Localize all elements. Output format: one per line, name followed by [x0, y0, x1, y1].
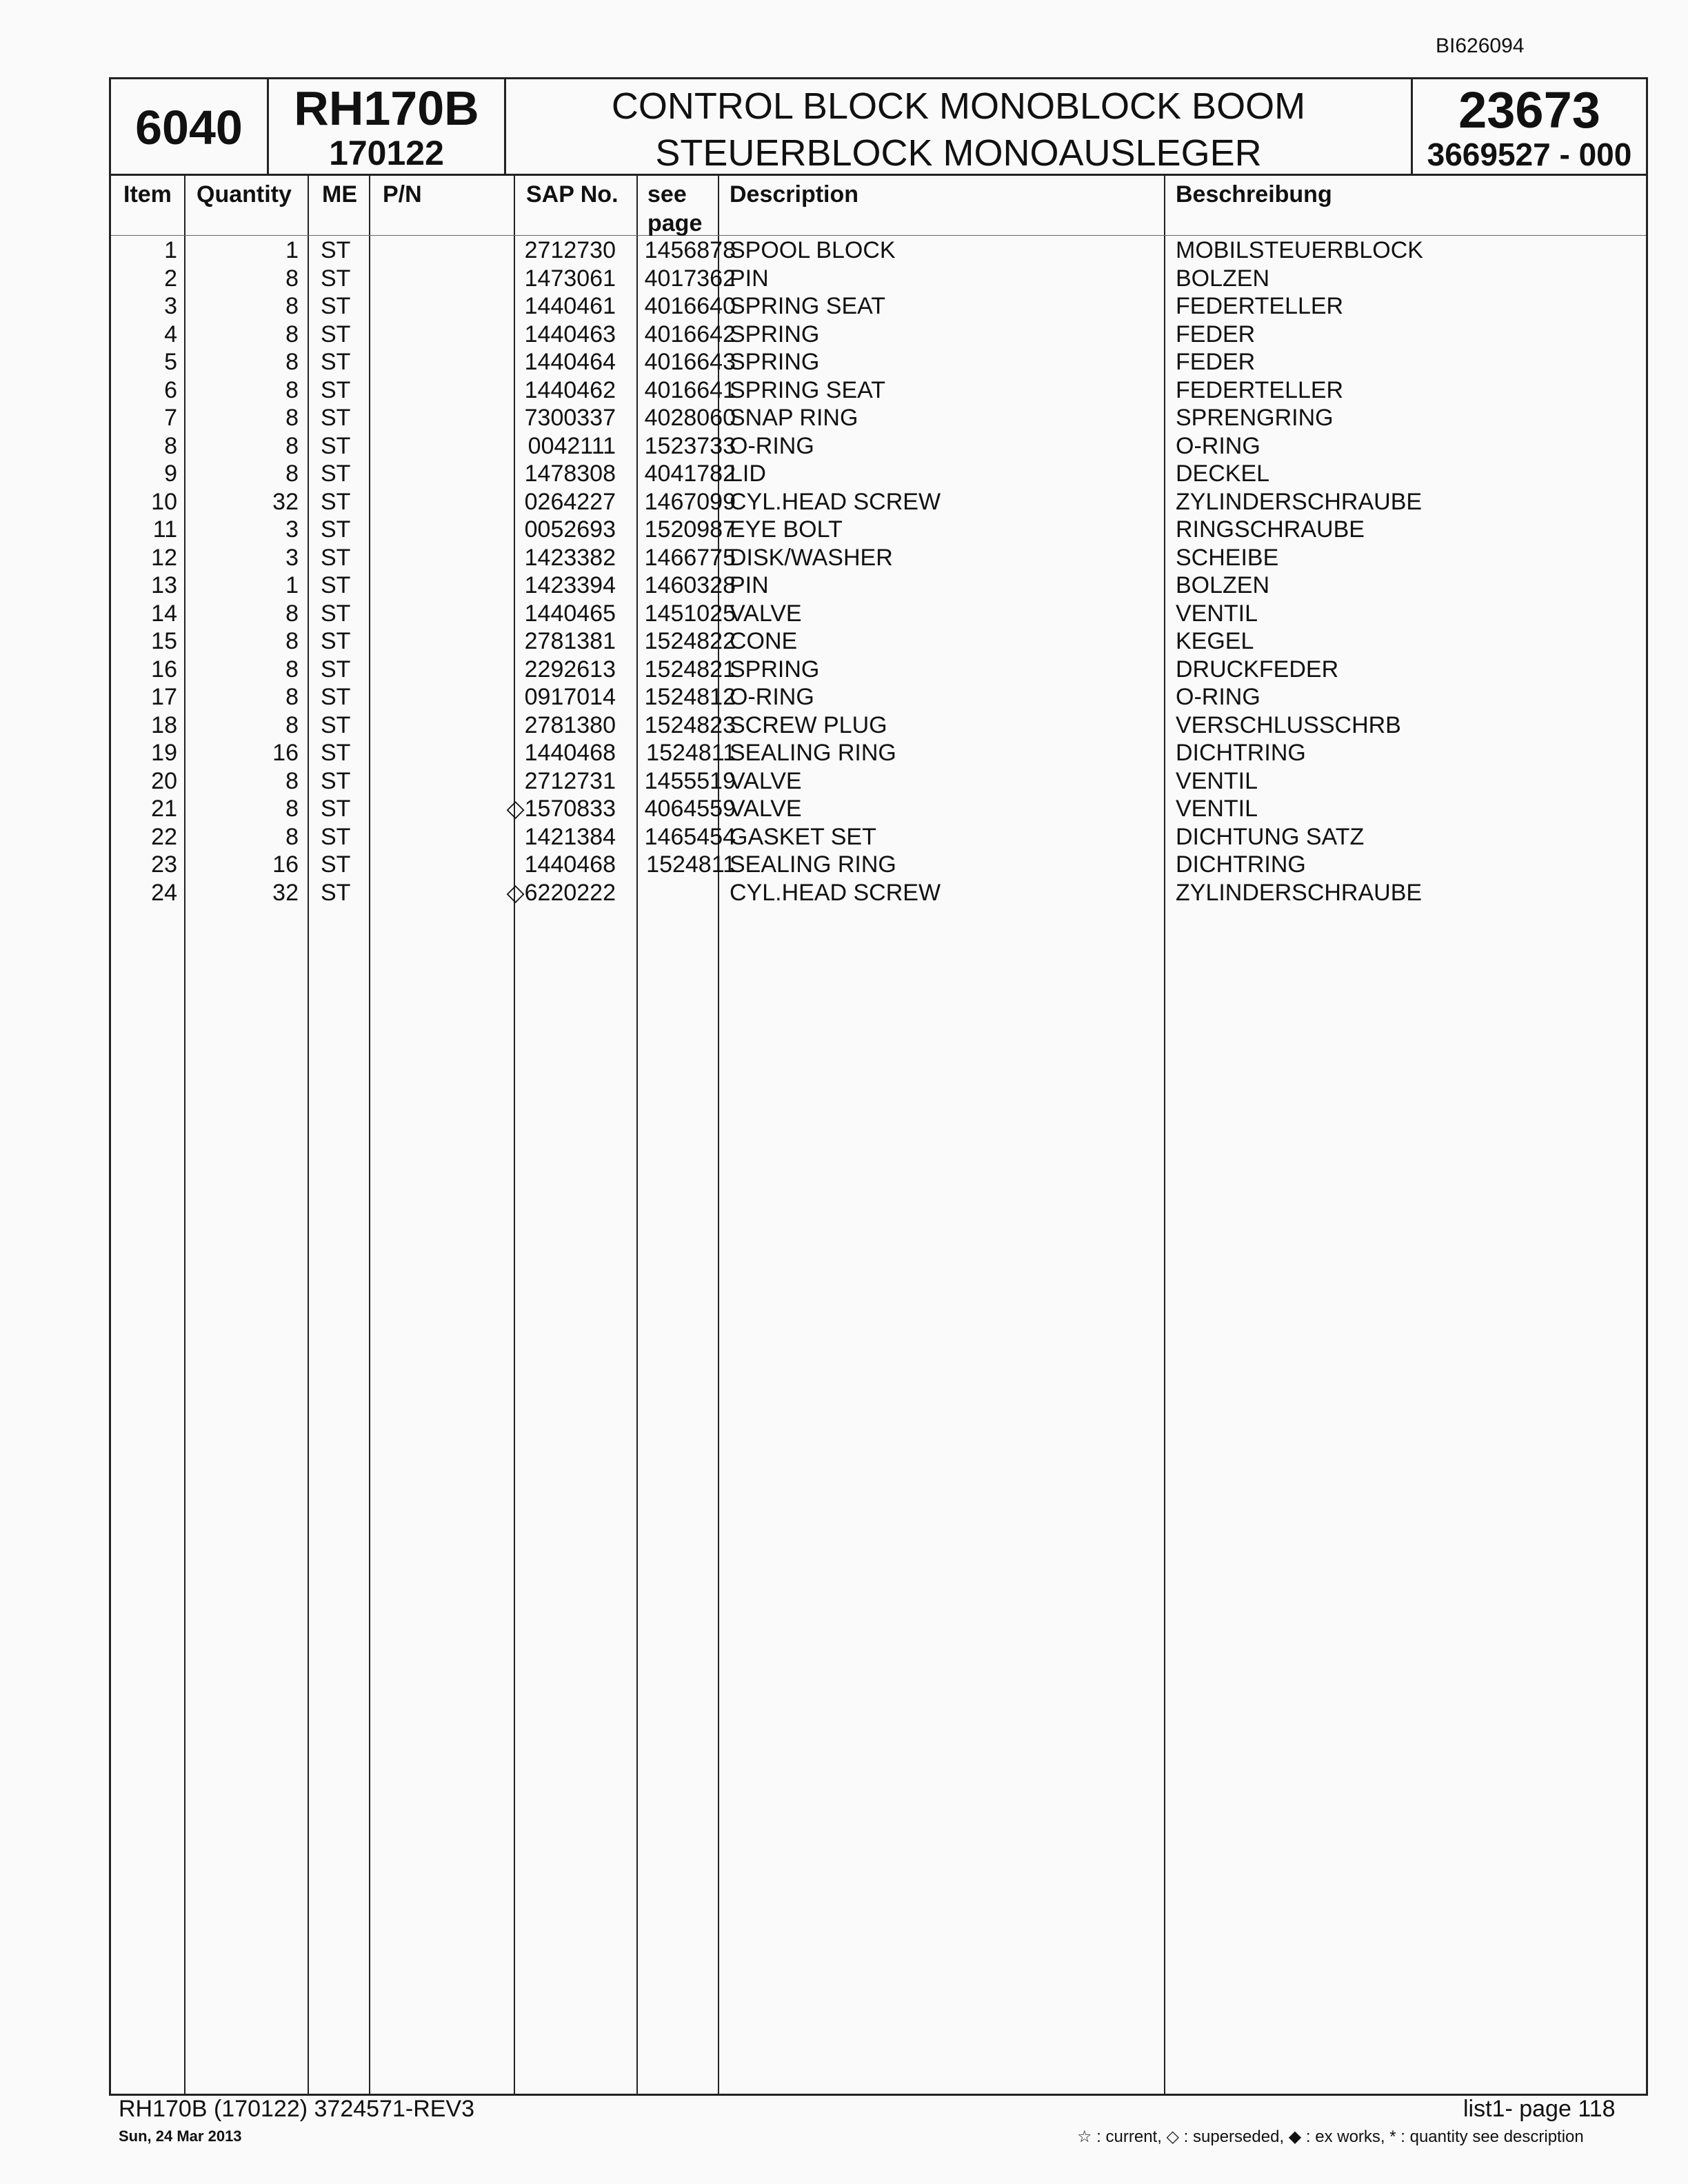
cell-quantity: 8: [285, 265, 299, 292]
cell-description: VALVE: [730, 600, 802, 627]
cell-beschreibung: KEGEL: [1176, 628, 1254, 654]
cell-me: ST: [321, 711, 351, 738]
cell-sap-number: 1460328: [644, 572, 736, 598]
cell-me: ST: [321, 600, 351, 627]
cell-beschreibung: DECKEL: [1176, 461, 1270, 487]
parts-list-table: [109, 77, 1648, 2096]
cell-me: ST: [321, 321, 351, 347]
cell-item: 4: [164, 321, 177, 347]
cell-quantity: 8: [285, 656, 299, 682]
cell-part-number: 7300337: [524, 405, 616, 431]
cell-item: 5: [164, 349, 177, 375]
model-cell: [269, 79, 506, 176]
cell-description: VALVE: [730, 767, 802, 794]
cell-beschreibung: VENTIL: [1176, 796, 1258, 822]
cell-sap-number: 4017362: [644, 265, 736, 292]
cell-part-number: 2292613: [524, 656, 616, 682]
cell-description: LID: [730, 461, 766, 487]
cell-quantity: 8: [285, 684, 299, 710]
cell-sap-number: 1524823: [644, 711, 736, 738]
cell-beschreibung: DICHTUNG SATZ: [1176, 823, 1365, 850]
cell-beschreibung: O-RING: [1176, 684, 1260, 710]
cell-description: SPOOL BLOCK: [730, 237, 896, 263]
table-row: [111, 236, 1646, 265]
footer-legend: ☆ : current, ◇ : superseded, ◆ : ex works, * : quantity see description: [1077, 2127, 1584, 2146]
document-id: BI626094: [1436, 34, 1525, 57]
cell-sap-number: 4016643: [644, 349, 736, 375]
cell-quantity: 8: [285, 376, 299, 403]
col-header-page: page: [647, 210, 703, 236]
cell-description: SEALING RING: [730, 851, 896, 878]
cell-description: SPRING SEAT: [730, 376, 886, 403]
cell-quantity: 8: [285, 600, 299, 627]
table-row: [111, 879, 1646, 907]
cell-description: CONE: [730, 628, 798, 654]
cell-description: PIN: [730, 265, 769, 292]
cell-description: PIN: [730, 572, 769, 598]
cell-me: ST: [321, 879, 351, 906]
cell-item: 17: [151, 684, 177, 710]
table-row: [111, 795, 1646, 823]
cell-part-number: 1473061: [524, 265, 616, 292]
cell-part-number: 1440461: [524, 293, 616, 319]
cell-beschreibung: MOBILSTEUERBLOCK: [1176, 237, 1423, 263]
cell-sap-number: 1456878: [644, 237, 736, 263]
cell-description: SCREW PLUG: [730, 711, 887, 738]
cell-part-number: 2781381: [524, 628, 616, 654]
cell-beschreibung: DICHTRING: [1176, 740, 1306, 766]
cell-beschreibung: ZYLINDERSCHRAUBE: [1176, 488, 1423, 515]
cell-beschreibung: VENTIL: [1176, 767, 1258, 794]
cell-quantity: 8: [285, 349, 299, 375]
cell-item: 8: [164, 432, 177, 459]
table-row: [111, 572, 1646, 600]
cell-quantity: 8: [285, 293, 299, 319]
cell-sap-number: 1455519: [644, 767, 736, 794]
cell-me: ST: [321, 851, 351, 878]
cell-sap-number: 1524811: [646, 740, 736, 766]
cell-part-number: 1423394: [524, 572, 616, 598]
col-header-sap: SAP No.: [526, 181, 619, 208]
table-row: [111, 683, 1646, 711]
col-header-see: see: [647, 181, 687, 208]
section-number: 6040: [135, 101, 243, 154]
table-row: [111, 292, 1646, 321]
cell-beschreibung: FEDER: [1176, 321, 1256, 347]
cell-sap-number: 1451025: [644, 600, 736, 627]
footer-date: Sun, 24 Mar 2013: [119, 2127, 242, 2145]
cell-item: 2: [164, 265, 177, 292]
cell-me: ST: [321, 349, 351, 375]
cell-item: 21: [151, 796, 177, 822]
cell-sap-number: 1524812: [644, 684, 736, 710]
cell-sap-number: 4016642: [644, 321, 736, 347]
model-name: RH170B: [294, 81, 479, 135]
col-header-item: Item: [123, 181, 172, 208]
cell-quantity: 16: [272, 740, 299, 766]
table-row: [111, 376, 1646, 405]
table-row: [111, 544, 1646, 572]
cell-sap-number: 4016640: [644, 293, 736, 319]
cell-quantity: 32: [272, 879, 299, 906]
cell-me: ST: [321, 684, 351, 710]
title-cell: [506, 79, 1413, 176]
cell-part-number: 2712730: [524, 237, 616, 263]
col-header-me: ME: [322, 181, 357, 208]
cell-me: ST: [321, 656, 351, 682]
footer-document-ref: RH170B (170122) 3724571-REV3: [119, 2096, 475, 2122]
cell-sap-number: 4064559: [644, 796, 736, 822]
cell-item: 22: [151, 823, 177, 850]
cell-me: ST: [321, 516, 351, 543]
cell-part-number: 0052693: [524, 516, 616, 543]
cell-quantity: 8: [285, 321, 299, 347]
cell-beschreibung: VERSCHLUSSCHRB: [1176, 711, 1401, 738]
col-header-description: Description: [730, 181, 859, 208]
table-row: [111, 823, 1646, 851]
cell-description: SPRING: [730, 321, 820, 347]
cell-sap-number: 4016641: [644, 376, 736, 403]
cell-quantity: 32: [272, 488, 299, 515]
cell-description: SPRING SEAT: [730, 293, 886, 319]
group-number: 23673: [1458, 81, 1600, 139]
cell-quantity: 3: [285, 516, 299, 543]
cell-item: 20: [151, 767, 177, 794]
cell-part-number: 1440468: [524, 851, 616, 878]
cell-sap-number: 1524822: [644, 628, 736, 654]
cell-quantity: 8: [285, 461, 299, 487]
cell-description: GASKET SET: [730, 823, 876, 850]
cell-item: 24: [151, 879, 177, 906]
cell-item: 13: [151, 572, 177, 598]
cell-me: ST: [321, 796, 351, 822]
cell-beschreibung: FEDERTELLER: [1176, 376, 1344, 403]
cell-sap-number: 1466775: [644, 544, 736, 571]
table-row: [111, 711, 1646, 740]
cell-me: ST: [321, 544, 351, 571]
cell-me: ST: [321, 823, 351, 850]
cell-beschreibung: FEDER: [1176, 349, 1256, 375]
cell-part-number: 0042111: [528, 432, 616, 459]
cell-quantity: 8: [285, 767, 299, 794]
cell-quantity: 8: [285, 711, 299, 738]
title-german: STEUERBLOCK MONOAUSLEGER: [655, 132, 1262, 174]
cell-sap-number: 4028060: [644, 405, 736, 431]
cell-sap-number: 1520987: [644, 516, 736, 543]
table-row: [111, 432, 1646, 461]
cell-me: ST: [321, 767, 351, 794]
cell-description: O-RING: [730, 684, 814, 710]
cell-part-number: 1440468: [524, 740, 616, 766]
table-row: [111, 627, 1646, 656]
col-header-see-page: [647, 180, 702, 238]
table-row: [111, 656, 1646, 684]
cell-item: 14: [151, 600, 177, 627]
cell-sap-number: 1524821: [644, 656, 736, 682]
cell-part-number: 2781380: [524, 711, 616, 738]
cell-item: 10: [151, 488, 177, 515]
cell-beschreibung: RINGSCHRAUBE: [1176, 516, 1365, 543]
cell-part-number: 1440464: [524, 349, 616, 375]
cell-part-number: 1440465: [524, 600, 616, 627]
cell-part-number: 1478308: [524, 461, 616, 487]
cell-part-number: 1440463: [524, 321, 616, 347]
cell-part-number: 0264227: [524, 488, 616, 515]
cell-item: 19: [151, 740, 177, 766]
cell-beschreibung: BOLZEN: [1176, 265, 1270, 292]
cell-description: SNAP RING: [730, 405, 858, 431]
table-row: [111, 851, 1646, 879]
cell-beschreibung: O-RING: [1176, 432, 1260, 459]
serial-number: 170122: [329, 134, 444, 172]
cell-part-number: 1421384: [524, 823, 616, 850]
table-row: [111, 488, 1646, 516]
title-english: CONTROL BLOCK MONOBLOCK BOOM: [611, 85, 1306, 127]
cell-quantity: 8: [285, 628, 299, 654]
cell-me: ST: [321, 405, 351, 431]
cell-beschreibung: ZYLINDERSCHRAUBE: [1176, 879, 1423, 906]
cell-item: 18: [151, 711, 177, 738]
cell-beschreibung: SPRENGRING: [1176, 405, 1334, 431]
cell-me: ST: [321, 628, 351, 654]
cell-beschreibung: FEDERTELLER: [1176, 293, 1344, 319]
col-header-quantity: Quantity: [197, 181, 292, 208]
cell-part-number: 0917014: [524, 684, 616, 710]
cell-me: ST: [321, 461, 351, 487]
cell-sap-number: 1524811: [646, 851, 736, 878]
cell-part-number: 1440462: [524, 376, 616, 403]
table-row: [111, 600, 1646, 628]
part-reference: 3669527 - 000: [1427, 136, 1632, 172]
table-row: [111, 739, 1646, 767]
cell-description: O-RING: [730, 432, 814, 459]
cell-item: 7: [164, 405, 177, 431]
cell-beschreibung: VENTIL: [1176, 600, 1258, 627]
cell-quantity: 3: [285, 544, 299, 571]
cell-me: ST: [321, 376, 351, 403]
cell-me: ST: [321, 488, 351, 515]
cell-part-number: 1423382: [524, 544, 616, 571]
cell-item: 23: [151, 851, 177, 878]
cell-description: CYL.HEAD SCREW: [730, 879, 941, 906]
table-row: [111, 516, 1646, 544]
cell-part-number: 2712731: [524, 767, 616, 794]
cell-item: 15: [151, 628, 177, 654]
cell-quantity: 8: [285, 823, 299, 850]
group-number-cell: [1413, 79, 1646, 176]
cell-sap-number: 1465454: [644, 823, 736, 850]
cell-part-number: ◇1570833: [506, 796, 616, 822]
cell-sap-number: 1523733: [644, 432, 736, 459]
table-row: [111, 460, 1646, 488]
cell-item: 1: [164, 237, 177, 263]
table-row: [111, 321, 1646, 349]
cell-description: DISK/WASHER: [730, 544, 893, 571]
cell-quantity: 1: [285, 237, 299, 263]
cell-me: ST: [321, 572, 351, 598]
header-rule: [111, 235, 1646, 236]
cell-me: ST: [321, 265, 351, 292]
cell-quantity: 8: [285, 432, 299, 459]
cell-beschreibung: BOLZEN: [1176, 572, 1270, 598]
cell-part-number: ◇6220222: [506, 879, 616, 906]
col-header-pn: P/N: [383, 181, 422, 208]
cell-me: ST: [321, 740, 351, 766]
table-row: [111, 348, 1646, 376]
cell-me: ST: [321, 237, 351, 263]
cell-beschreibung: DICHTRING: [1176, 851, 1306, 878]
cell-description: CYL.HEAD SCREW: [730, 488, 941, 515]
cell-me: ST: [321, 432, 351, 459]
cell-description: SEALING RING: [730, 740, 896, 766]
cell-item: 3: [164, 293, 177, 319]
cell-beschreibung: SCHEIBE: [1176, 544, 1279, 571]
table-row: [111, 265, 1646, 293]
cell-item: 9: [164, 461, 177, 487]
cell-description: EYE BOLT: [730, 516, 843, 543]
cell-description: SPRING: [730, 349, 820, 375]
cell-sap-number: 4041782: [644, 461, 736, 487]
cell-item: 12: [151, 544, 177, 571]
cell-quantity: 16: [272, 851, 299, 878]
cell-item: 11: [152, 516, 177, 543]
cell-item: 6: [164, 376, 177, 403]
section-cell: [111, 79, 269, 176]
cell-quantity: 8: [285, 405, 299, 431]
col-header-beschreibung: Beschreibung: [1176, 181, 1332, 208]
cell-beschreibung: DRUCKFEDER: [1176, 656, 1339, 682]
cell-item: 16: [151, 656, 177, 682]
cell-me: ST: [321, 293, 351, 319]
table-row: [111, 404, 1646, 432]
table-row: [111, 767, 1646, 796]
footer-page-number: list1- page 118: [1463, 2096, 1616, 2122]
cell-description: SPRING: [730, 656, 820, 682]
cell-description: VALVE: [730, 796, 802, 822]
cell-sap-number: 1467099: [644, 488, 736, 515]
cell-quantity: 1: [285, 572, 299, 598]
cell-quantity: 8: [285, 796, 299, 822]
